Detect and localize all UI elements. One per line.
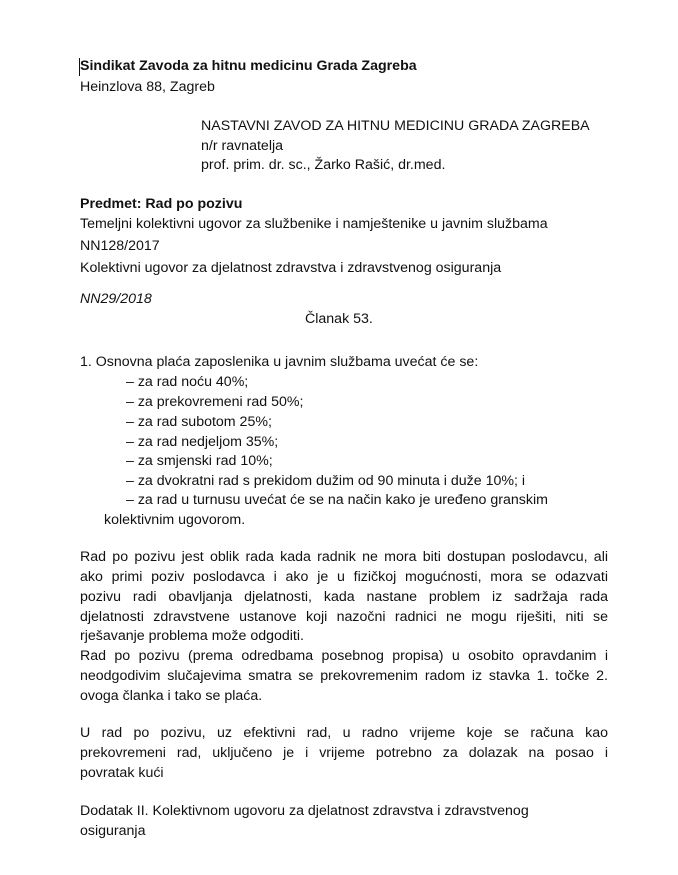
- paragraph-line: neodgodivim slučajevima smatra se prekovremenim radom iz stavka 1. točke 2.: [80, 668, 608, 684]
- list-item: – za rad nedjeljom 35%;: [126, 434, 279, 450]
- paragraph-line: Rad po pozivu (prema odredbama posebnog propisa) u osobito opravdanim i: [80, 648, 608, 664]
- sender-address: Heinzlova 88, Zagreb: [80, 79, 215, 95]
- list-item: – za dvokratni rad s prekidom dužim od 90 minuta i duže 10%; i: [126, 473, 526, 489]
- list-item: – za prekovremeni rad 50%;: [126, 394, 304, 410]
- recipient-org: NASTAVNI ZAVOD ZA HITNU MEDICINU GRADA ZAGREBA: [201, 118, 590, 134]
- paragraph-line: djelatnosti zdravstvene ustanove koji nazočni radnici ne mogu riješiti, niti se: [80, 609, 608, 625]
- paragraph-line: prekovremeni rad, uključeno je i vrijeme potrebno za dolazak na posao i: [80, 745, 608, 761]
- paragraph-line: U rad po pozivu, uz efektivni rad, u radno vrijeme koje se računa kao: [80, 725, 608, 741]
- paragraph-line: ovoga članka i tako se plaća.: [80, 688, 263, 704]
- paragraph-line: Dodatak II. Kolektivnom ugovoru za djelatnost zdravstva i zdravstvenog: [80, 803, 529, 819]
- subject-line-3: Kolektivni ugovor za djelatnost zdravstva i zdravstvenog osiguranja: [80, 260, 502, 276]
- article-intro: 1. Osnovna plaća zaposlenika u javnim službama uvećat će se:: [80, 354, 479, 370]
- paragraph-line: povratak kući: [80, 765, 164, 781]
- list-item: – za smjenski rad 10%;: [126, 453, 273, 469]
- subject-line-4: NN29/2018: [80, 291, 152, 307]
- article-title: Članak 53.: [305, 311, 373, 327]
- paragraph-line: osiguranja: [80, 823, 146, 839]
- recipient-attention: n/r ravnatelja: [201, 138, 284, 154]
- subject-line-2: NN128/2017: [80, 238, 160, 254]
- sender-name: Sindikat Zavoda za hitnu medicinu Grada Zagreba: [80, 58, 417, 74]
- paragraph-line: pozivu radi obavljanja djelatnosti, kada nastane problem iz sadržaja rada: [80, 589, 608, 605]
- list-item-continuation: kolektivnim ugovorom.: [104, 512, 246, 528]
- paragraph-line: ako primi poziv poslodavca i ako je u fizičkoj mogućnosti, mora se odazvati: [80, 569, 608, 585]
- paragraph-line: rješavanje problema može odgoditi.: [80, 628, 304, 644]
- list-item: – za rad noću 40%;: [126, 374, 249, 390]
- paragraph-line: Rad po pozivu jest oblik rada kada radnik ne mora biti dostupan poslodavcu, ali: [80, 549, 608, 565]
- subject-line-1: Temeljni kolektivni ugovor za službenike i namještenike u javnim službama: [80, 216, 548, 232]
- list-item: – za rad u turnusu uvećat će se na način kako je uređeno granskim: [126, 492, 548, 508]
- recipient-person: prof. prim. dr. sc., Žarko Rašić, dr.med.: [201, 157, 446, 173]
- list-item: – za rad subotom 25%;: [126, 414, 272, 430]
- subject-label: Predmet: Rad po pozivu: [80, 196, 243, 212]
